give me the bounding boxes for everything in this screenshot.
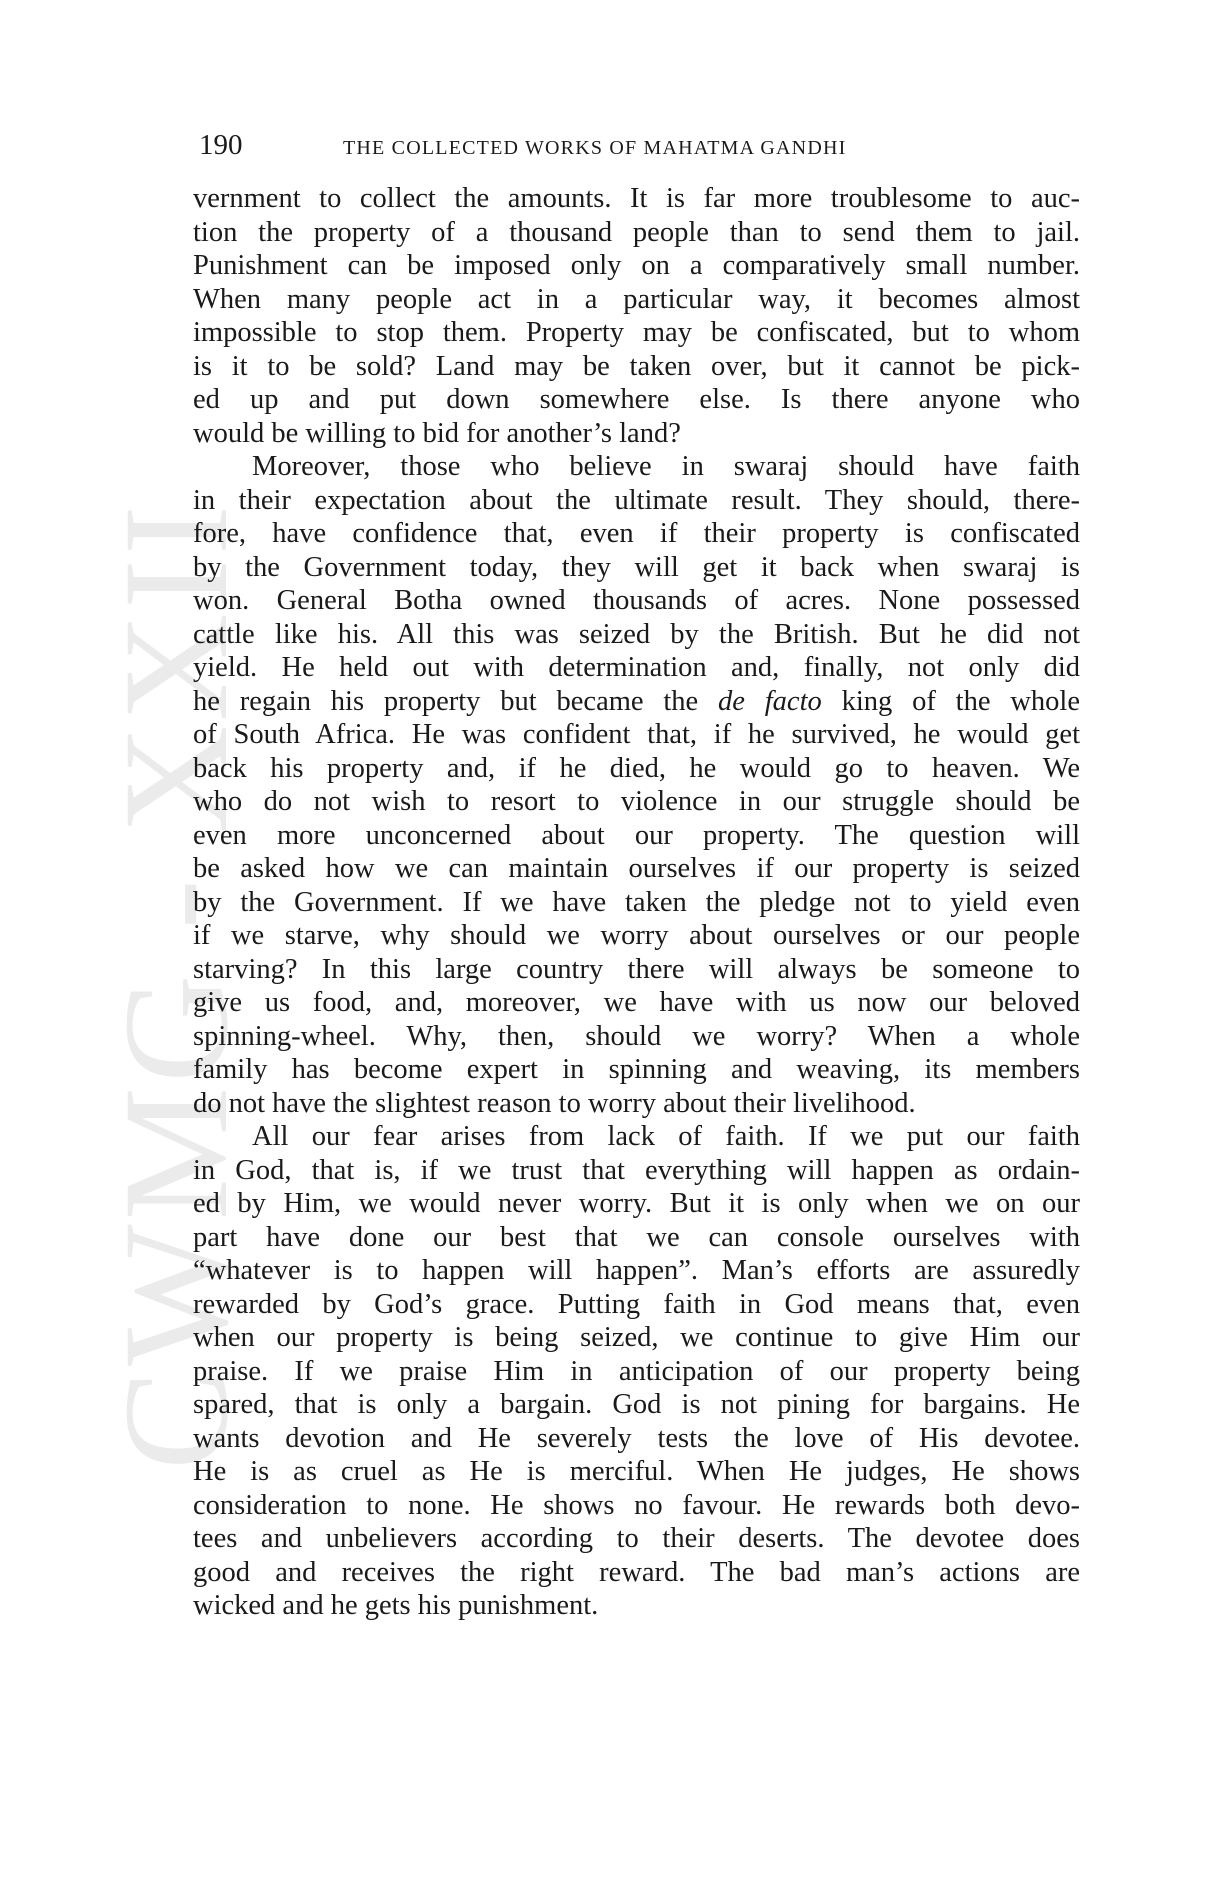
text-line-with-italic — [193, 685, 1080, 719]
text-line: ed up and put down somewhere else. Is there anyone who — [193, 384, 1080, 415]
text-line: even more unconcerned about our property. The question will — [193, 819, 1080, 851]
text-line: when our property is being seized, we continue to give Him our — [193, 1322, 1080, 1353]
text-line: ed by Him, we would never worry. But it is only when we on our — [193, 1188, 1080, 1219]
text-segment: he regain his property but became the — [193, 685, 719, 717]
text-line: starving? In this large country there will always be someone to — [193, 953, 1080, 985]
text-line: be asked how we can maintain ourselves if our property is seized — [193, 853, 1080, 884]
text-line: give us food, and, moreover, we have with us now our beloved — [193, 987, 1080, 1018]
text-line: praise. If we praise Him in anticipation of our property being — [193, 1355, 1080, 1387]
text-line: of South Africa. He was confident that, if he survived, he would get — [193, 719, 1080, 750]
text-line: who do not wish to resort to violence in our struggle should be — [193, 786, 1080, 817]
text-line: “whatever is to happen will happen”. Man’s efforts are assuredly — [193, 1255, 1080, 1286]
body-text — [193, 182, 1080, 1623]
text-line: He is as cruel as He is merciful. When He judges, He shows — [193, 1456, 1080, 1487]
text-line: good and receives the right reward. The bad man’s actions are — [193, 1556, 1080, 1588]
text-line: impossible to stop them. Property may be confiscated, but to whom — [193, 317, 1080, 348]
paragraph-2 — [193, 450, 1080, 1120]
text-line: won. General Botha owned thousands of acres. None possessed — [193, 585, 1080, 616]
text-line: rewarded by God’s grace. Putting faith in God means that, even — [193, 1288, 1080, 1320]
text-line: vernment to collect the amounts. It is far more troublesome to auc- — [193, 183, 1080, 214]
text-line: if we starve, why should we worry about ourselves or our people — [193, 920, 1080, 951]
text-line: Punishment can be imposed only on a comparatively small number. — [193, 250, 1080, 281]
text-line: by the Government today, they will get it back when swaraj is — [193, 551, 1080, 583]
running-head — [199, 128, 1079, 168]
text-line: tion the property of a thousand people than to send them to jail. — [193, 216, 1080, 248]
text-line: family has become expert in spinning and weaving, its members — [193, 1054, 1080, 1085]
text-segment: king of the whole — [821, 685, 1080, 717]
text-line: back his property and, if he died, he would go to heaven. We — [193, 752, 1080, 784]
text-line: When many people act in a particular way, it becomes almost — [193, 283, 1080, 315]
text-line: would be willing to bid for another’s land? — [193, 417, 681, 449]
text-line: wants devotion and He severely tests the love of His devotee. — [193, 1422, 1080, 1454]
text-line: wicked and he gets his punishment. — [193, 1590, 599, 1621]
text-line: by the Government. If we have taken the pledge not to yield even — [193, 886, 1080, 918]
text-line: fore, have confidence that, even if their property is confiscated — [193, 518, 1080, 549]
text-line: is it to be sold? Land may be taken over, but it cannot be pick- — [193, 350, 1080, 382]
text-line: consideration to none. He shows no favour. He rewards both devo- — [193, 1489, 1080, 1521]
text-line: yield. He held out with determination and, finally, not only did — [193, 652, 1080, 683]
text-line: do not have the slightest reason to worry about their livelihood. — [193, 1087, 916, 1119]
running-title: THE COLLECTED WORKS OF MAHATMA GANDHI — [343, 137, 847, 159]
paragraph-1 — [193, 182, 1080, 450]
text-line: tees and unbelievers according to their deserts. The devotee does — [193, 1523, 1080, 1554]
text-line: cattle like his. All this was seized by the British. But he did not — [193, 618, 1080, 650]
text-line: spinning-wheel. Why, then, should we worry? When a whole — [193, 1020, 1080, 1052]
text-line: in God, that is, if we trust that everything will happen as ordain- — [193, 1154, 1080, 1186]
text-line: part have done our best that we can console ourselves with — [193, 1221, 1080, 1253]
paragraph-3 — [193, 1120, 1080, 1623]
page-number: 190 — [199, 129, 243, 161]
text-line: spared, that is only a bargain. God is not pining for bargains. He — [193, 1389, 1080, 1420]
text-line: in their expectation about the ultimate result. They should, there- — [193, 484, 1080, 516]
text-line: All our fear arises from lack of faith. If we put our faith — [252, 1121, 1080, 1152]
text-line: Moreover, those who believe in swaraj should have faith — [252, 451, 1080, 482]
watermark-text: CWMG - XXII — [93, 501, 259, 1470]
italic-term: de facto — [718, 685, 822, 717]
